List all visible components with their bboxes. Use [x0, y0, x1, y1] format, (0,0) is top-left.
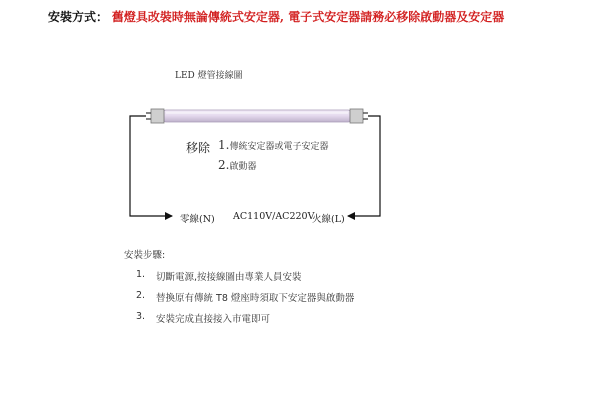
install-warning-note: 舊燈具改裝時無論傳統式安定器, 電子式安定器請務必移除啟動器及安定器	[111, 10, 505, 24]
step-item	[136, 311, 354, 325]
remove-item-starter	[218, 158, 256, 172]
step-number: 1.	[136, 269, 146, 280]
diagram-title: LED 燈管接線圖	[175, 71, 243, 81]
step-number: 2.	[136, 290, 146, 301]
remove-label: 移除	[186, 141, 211, 155]
remove-item-number: 2.	[218, 158, 230, 172]
live-wire	[348, 116, 380, 216]
tube-right-cap	[350, 109, 368, 123]
install-method-label: 安裝方式：	[48, 10, 109, 24]
remove-item-number: 1.	[218, 138, 230, 152]
neutral-terminal-label: 零線(N)	[180, 214, 215, 225]
step-text: 切斷電源,按接線圖由專業人員安裝	[156, 272, 302, 283]
install-steps	[124, 247, 354, 332]
live-terminal-label: 火線(L)	[312, 214, 345, 225]
remove-item-text: 啟動器	[229, 162, 257, 172]
led-tube	[164, 110, 350, 122]
voltage-label: AC110V/AC220V	[233, 211, 315, 222]
step-item	[136, 269, 354, 283]
step-number: 3.	[136, 311, 146, 322]
neutral-wire	[130, 116, 172, 216]
tube-left-cap	[146, 109, 164, 123]
remove-item-text: 傳統安定器或電子安定器	[229, 142, 329, 152]
step-item	[136, 290, 354, 304]
step-text: 替換原有傳統 T8 燈座時須取下安定器與啟動器	[156, 293, 355, 304]
remove-item-ballast	[218, 138, 328, 152]
step-text: 安裝完成直接接入市電即可	[156, 314, 271, 325]
steps-title: 安裝步驟:	[124, 250, 166, 261]
